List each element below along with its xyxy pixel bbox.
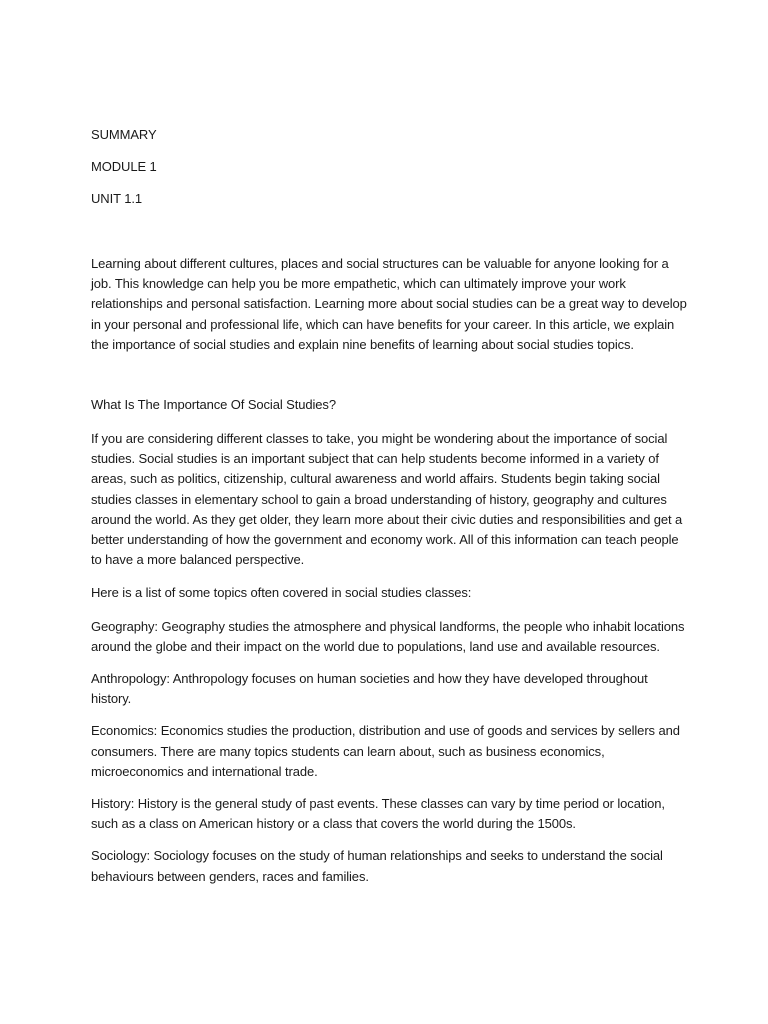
intro-paragraph: Learning about different cultures, places and social structures can be valuable for anyone looking for a job. This knowledge can help you be more empathetic, which can ultimately improve your work relationships and personal satisfaction. Learning more about social studies can be a great way to develop in your personal and professional life, which can have benefits for your career. In this article, we explain the importance of social studies and explain nine benefits of learning about social studies topics.: [91, 256, 687, 352]
topic-anthropology: Anthropology: Anthropology focuses on human societies and how they have developed throughout history.: [91, 671, 648, 707]
document-body: [91, 125, 691, 899]
heading-module: MODULE 1: [91, 159, 157, 174]
topic-history: History: History is the general study of past events. These classes can vary by time period or location, such as a class on American history or a class that covers the world during the 1500s.: [91, 796, 665, 832]
topic-economics: Economics: Economics studies the production, distribution and use of goods and services by sellers and consumers. There are many topics students can learn about, such as business economics, microeconomics and international trade.: [91, 723, 680, 779]
heading-unit: UNIT 1.1: [91, 191, 142, 206]
topics-list-intro: Here is a list of some topics often covered in social studies classes:: [91, 585, 472, 601]
importance-paragraph: If you are considering different classes to take, you might be wondering about the importance of social studies. Social studies is an important subject that can help students become informed in a variety of areas, such as politics, citizenship, cultural awareness and world affairs. Students begin taking social studies classes in elementary school to gain a broad understanding of history, geography and cultures around the world. As they get older, they learn more about their civic duties and responsibilities and get a better understanding of how the government and economy work. All of this information can teach people to have a more balanced perspective.: [91, 431, 683, 568]
topic-sociology: Sociology: Sociology focuses on the study of human relationships and seeks to understand the social behaviours between genders, races and families.: [91, 848, 663, 884]
section-title: What Is The Importance Of Social Studies?: [91, 397, 336, 413]
heading-summary: SUMMARY: [91, 127, 157, 142]
topic-geography: Geography: Geography studies the atmosphere and physical landforms, the people who inhabit locations around the globe and their impact on the world due to populations, land use and available resources.: [91, 618, 685, 654]
